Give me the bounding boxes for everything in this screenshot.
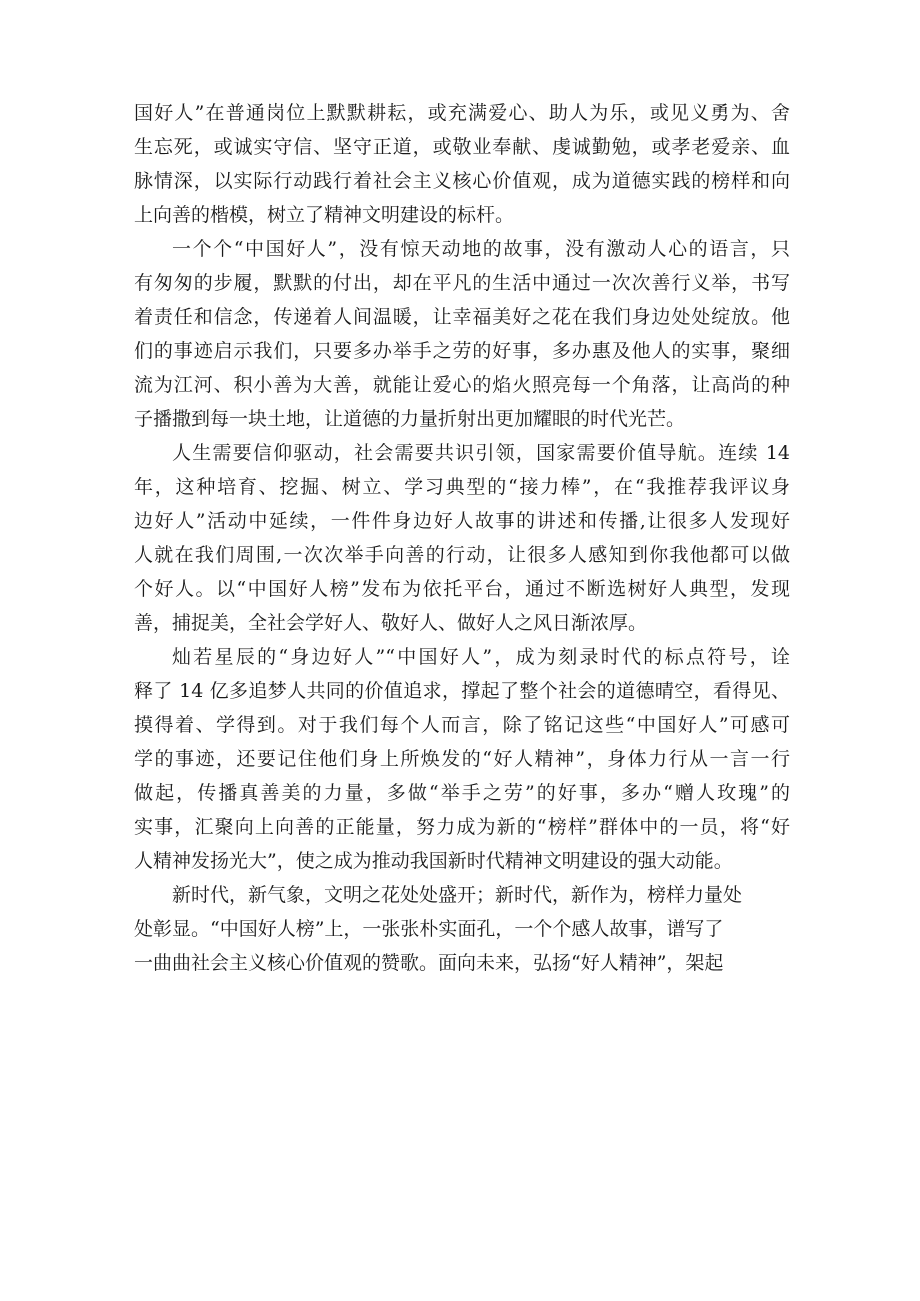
text-line: 人就在我们周围,一次次举手向善的行动，让很多人感知到你我他都可以做 [134,544,790,566]
text-line: 善，捕捉美，全社会学好人、敬好人、做好人之风日渐浓厚。 [134,612,648,634]
text-line: 释了 14 亿多追梦人共同的价值追求，撑起了整个社会的道德晴空，看得见、 [134,680,790,702]
text-line: 人精神发扬光大”，使之成为推动我国新时代精神文明建设的强大动能。 [134,850,733,872]
text-line: 灿若星辰的“身边好人”“中国好人”，成为刻录时代的标点符号，诠 [172,646,790,668]
text-line: 子播撒到每一块土地，让道德的力量折射出更加耀眼的时代光芒。 [134,408,686,430]
text-line: 有匆匆的步履，默默的付出，却在平凡的生活中通过一次次善行义举，书写 [134,272,790,294]
paragraph-5 [134,878,790,980]
text-line: 流为江河、积小善为大善，就能让爱心的焰火照亮每一个角落，让高尚的种 [134,374,790,396]
text-line: 边好人”活动中延续，一件件身边好人故事的讲述和传播,让很多人发现好 [134,510,790,532]
text-line: 新时代，新气象，文明之花处处盛开；新时代，新作为，榜样力量处 [172,884,743,906]
text-line: 们的事迹启示我们，只要多办举手之劳的好事，多办惠及他人的实事，聚细 [134,340,790,362]
text-line: 年，这种培育、挖掘、树立、学习典型的“接力棒”，在“我推荐我评议身 [134,476,790,498]
text-line: 处彰显。“中国好人榜”上，一张张朴实面孔，一个个感人故事，谱写了 [134,918,724,940]
paragraph-3 [134,436,790,640]
text-line: 一曲曲社会主义核心价值观的赞歌。面向未来，弘扬“好人精神”，架起 [134,952,724,974]
text-line: 摸得着、学得到。对于我们每个人而言，除了铭记这些“中国好人”可感可 [134,714,790,736]
document-body [134,96,790,980]
text-line: 实事，汇聚向上向善的正能量，努力成为新的“榜样”群体中的一员，将“好 [134,816,790,838]
text-line: 人生需要信仰驱动，社会需要共识引领，国家需要价值导航。连续 14 [172,442,790,464]
text-line: 国好人”在普通岗位上默默耕耘，或充满爱心、助人为乐，或见义勇为、舍 [134,102,790,124]
paragraph-4 [134,640,790,878]
text-line: 个好人。以“中国好人榜”发布为依托平台，通过不断选树好人典型，发现 [134,578,790,600]
text-line: 生忘死，或诚实守信、坚守正道，或敬业奉献、虔诚勤勉，或孝老爱亲、血 [134,136,790,158]
text-line: 上向善的楷模，树立了精神文明建设的标杆。 [134,204,515,226]
paragraph-2 [134,232,790,436]
text-line: 做起，传播真善美的力量，多做“举手之劳”的好事，多办“赠人玫瑰”的 [134,782,790,804]
text-line: 着责任和信念，传递着人间温暖，让幸福美好之花在我们身边处处绽放。他 [134,306,790,328]
paragraph-1 [134,96,790,232]
text-line: 一个个“中国好人”，没有惊天动地的故事，没有激动人心的语言，只 [172,238,790,260]
text-line: 学的事迹，还要记住他们身上所焕发的“好人精神”，身体力行从一言一行 [134,748,790,770]
text-line: 脉情深，以实际行动践行着社会主义核心价值观，成为道德实践的榜样和向 [134,170,790,192]
